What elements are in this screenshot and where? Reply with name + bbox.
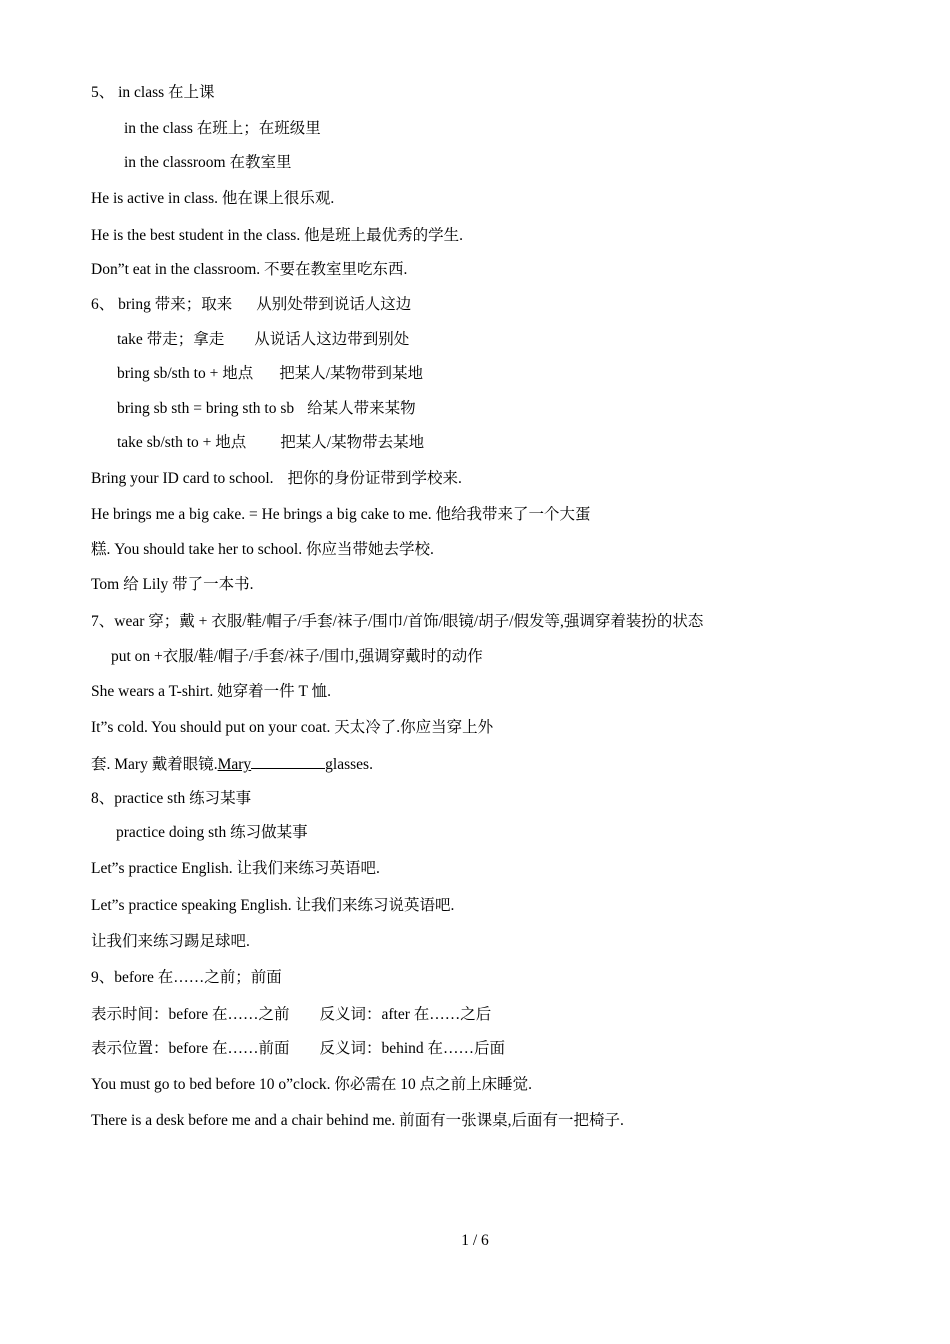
text: glasses. [325, 756, 373, 773]
item-7-sub [111, 647, 483, 667]
item-6-sub [117, 399, 416, 419]
antonym: 反义词：after 在……之后 [319, 1006, 492, 1023]
item-6-sub [117, 433, 424, 453]
exercise-sentence [91, 932, 250, 952]
text: You must go to bed before 10 o”clock. 你必需在 10 点之前上床睡觉. [91, 1076, 533, 1093]
fill-in-blank[interactable] [251, 754, 325, 769]
item-9-heading [91, 968, 282, 988]
text: Don”t eat in the classroom. 不要在教室里吃东西. [91, 261, 408, 278]
text: Bring your ID card to school. [91, 470, 274, 487]
example-sentence [91, 226, 463, 246]
text: in the class 在班上；在班级里 [124, 120, 321, 137]
example-sentence [91, 469, 462, 489]
item-8-sub [116, 823, 308, 843]
text: bring sb sth = bring sth to sb [117, 400, 295, 417]
text: bring sb/sth to + 地点 [117, 365, 254, 382]
example-sentence [91, 718, 493, 738]
text: 8、practice sth 练习某事 [91, 790, 252, 807]
example-sentence [91, 896, 454, 916]
text: He brings me a big cake. = He brings a big cake to me. 他给我带来了一个大蛋 [91, 506, 591, 523]
text: in the classroom 在教室里 [124, 154, 292, 171]
text: 表示位置：before 在……前面 [91, 1040, 290, 1057]
text: She wears a T-shirt. 她穿着一件 T 恤. [91, 683, 331, 700]
text: take 带走；拿走 [117, 331, 225, 348]
text: practice doing sth 练习做某事 [116, 824, 308, 841]
text: take sb/sth to + 地点 [117, 434, 247, 451]
item-7-heading [91, 612, 703, 632]
example-sentence [91, 260, 407, 280]
example-sentence [91, 1111, 624, 1131]
text: He is the best student in the class. 他是班上最优秀的学生. [91, 227, 463, 244]
page-number: 1 / 6 [461, 1232, 489, 1249]
note: 把某人/某物带到某地 [279, 365, 424, 382]
example-sentence [91, 540, 434, 560]
exercise-sentence [91, 575, 254, 595]
item-6-sub [117, 364, 423, 384]
example-sentence [91, 505, 590, 525]
item-6-heading [91, 295, 411, 315]
exercise-sentence [91, 754, 373, 775]
note: 把某人/某物带去某地 [280, 434, 425, 451]
underlined-word: Mary [217, 756, 252, 773]
text: 糕. You should take her to school. 你应当带她去学校. [91, 541, 434, 558]
text: 让我们来练习踢足球吧. [91, 933, 250, 950]
text: Tom 给 Lily 带了一本书. [91, 576, 254, 593]
text: He is active in class. 他在课上很乐观. [91, 190, 335, 207]
text: There is a desk before me and a chair behind me. 前面有一张课桌,后面有一把椅子. [91, 1112, 624, 1129]
item-5-sub-1 [124, 119, 321, 139]
note: 给某人带来某物 [307, 400, 416, 417]
text: put on +衣服/鞋/帽子/手套/袜子/围巾,强调穿戴时的动作 [111, 648, 483, 665]
example-sentence [91, 682, 331, 702]
text: 5、 in class 在上课 [91, 84, 215, 101]
text: 9、before 在……之前；前面 [91, 969, 282, 986]
translation: 把你的身份证带到学校来. [287, 470, 462, 487]
text: 表示时间：before 在……之前 [91, 1006, 290, 1023]
text: 6、 bring 带来；取来 [91, 296, 233, 313]
note: 从说话人这边带到别处 [254, 331, 410, 348]
text: 7、wear 穿；戴 + 衣服/鞋/帽子/手套/袜子/围巾/首饰/眼镜/胡子/假发等,强调穿着装扮的状态 [91, 613, 704, 630]
text: Let”s practice English. 让我们来练习英语吧. [91, 860, 380, 877]
example-sentence [91, 1075, 532, 1095]
item-9-position [91, 1039, 505, 1059]
item-6-sub [117, 330, 409, 350]
text: It”s cold. You should put on your coat. 天太冷了.你应当穿上外 [91, 719, 494, 736]
example-sentence [91, 859, 380, 879]
antonym: 反义词：behind 在……后面 [319, 1040, 506, 1057]
item-5-heading [91, 83, 215, 103]
text: 套. Mary 戴着眼镜. [91, 756, 218, 773]
note: 从别处带到说话人这边 [256, 296, 412, 313]
item-9-time [91, 1005, 491, 1025]
text: Let”s practice speaking English. 让我们来练习说英语吧. [91, 897, 455, 914]
example-sentence [91, 189, 334, 209]
item-5-sub-2 [124, 153, 291, 173]
item-8-heading [91, 789, 251, 809]
